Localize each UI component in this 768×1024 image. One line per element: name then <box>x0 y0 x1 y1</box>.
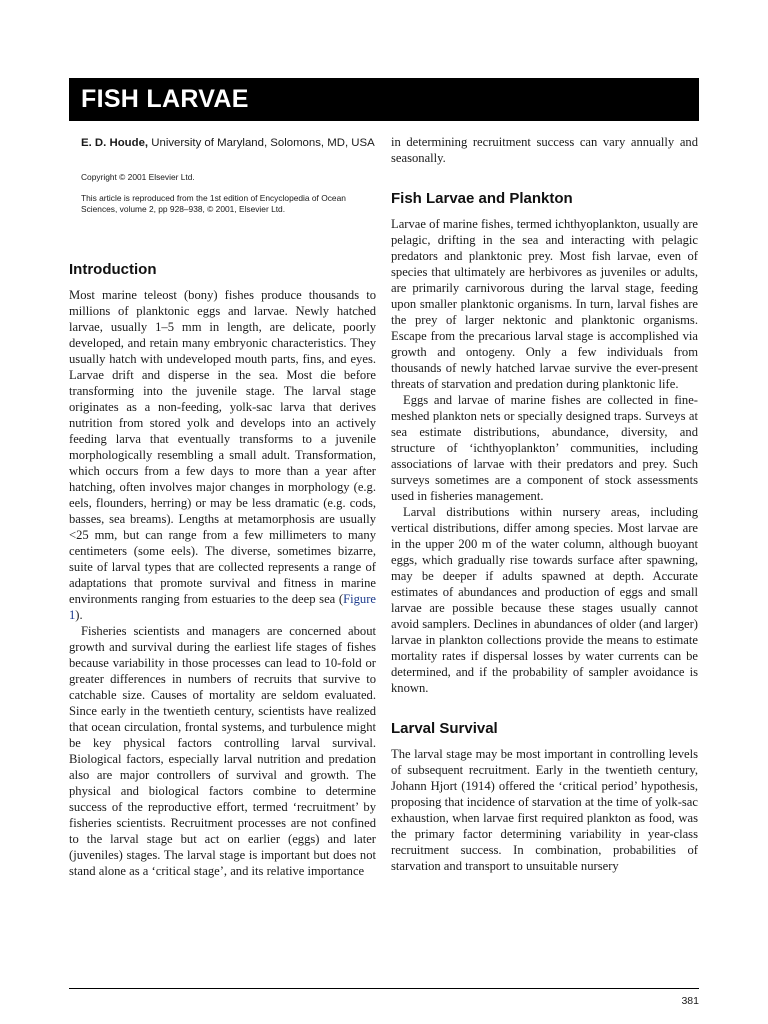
survival-paragraph-1: The larval stage may be most important in controlling levels of subsequent recruitment. Early in the twentieth century, Johann Hjort (1914) offered the ‘critical period’ hypothesis, proposing that incidence of starvation at the time of yolk-sac exhaustion, when larvae first required plankton as food, was the primary factor determining variability in year-class recruitment success. In combination, probabilities of starvation and transport to unsuitable nursery <box>391 747 698 873</box>
reproduction-note: This article is reproduced from the 1st edition of Encyclopedia of Ocean Sciences, volume 2, pp 928–938, © 2001, Elsevier Ltd. <box>81 193 346 214</box>
author-line <box>81 136 376 151</box>
plankton-paragraph-2: Eggs and larvae of marine fishes are collected in fine-meshed plankton nets or specially designed traps. Surveys at sea estimate distributions, abundance, diversity, and structure of ‘ichthyoplankton’ communities, including associations of larvae with their predators and prey. Such surveys sometimes are a component of stock assessments used in fisheries management. <box>391 393 698 503</box>
plankton-heading: Fish Larvae and Plankton <box>391 190 573 207</box>
introduction-paragraph-2: Fisheries scientists and managers are concerned about growth and survival during the earliest life stages of fishes because variability in those processes can lead to 10-fold or greater differences in numbers of recruits that survive to catchable size. Causes of mortality are seldom evaluated. Since early in the twentieth century, scientists have realized that ocean circulation, frontal systems, and turbulence might be key physical factors controlling larval survival. Biological factors, especially larval nutrition and predation also are major controllers of survival and growth. The physical and biological factors combine to determine success of the reproductive effort, termed ‘recruitment’ by fisheries scientists. Recruitment processes are not confined to the larval stage but act on earlier (eggs) and later (juveniles) stages. The larval stage is important but does not stand alone as a ‘critical stage’, and its relative importance <box>69 624 376 878</box>
copyright-notice: Copyright © 2001 Elsevier Ltd. <box>81 172 195 182</box>
article-title: FISH LARVAE <box>69 78 699 121</box>
figure-1-link[interactable]: Figure 1 <box>69 592 376 622</box>
introduction-heading: Introduction <box>69 261 157 278</box>
left-column <box>69 134 376 879</box>
intro-p1-tail: ). <box>75 608 83 622</box>
survival-heading: Larval Survival <box>391 720 498 737</box>
right-column <box>391 134 698 874</box>
page-number: 381 <box>681 995 699 1007</box>
introduction-paragraph-1 <box>69 287 376 623</box>
footer-rule <box>69 988 699 989</box>
author-name: E. D. Houde, <box>81 137 149 149</box>
plankton-paragraph-1: Larvae of marine fishes, termed ichthyoplankton, usually are pelagic, drifting in the sea and interacting with pelagic predators and planktonic prey. Most fish larvae, even of species that ultimately are herbivores as juveniles or adults, are primarily carnivorous during the larval stage, feeding upon smaller planktonic organisms. In turn, larval fishes are the prey of larger nektonic and planktonic organisms. Escape from the precarious larval stage is accomplished via growth and ontogeny. Only a few individuals from thousands of newly hatched larvae survive the ever-present threats of starvation and predation during planktonic life. <box>391 217 698 391</box>
intro-p1-text: Most marine teleost (bony) fishes produce thousands to millions of planktonic eggs and larvae. Newly hatched larvae, usually 1–5 mm in length, are delicate, poorly developed, and retain many embryonic characteristics. They usually hatch with undeveloped mouth parts, fins, and eyes. Larvae drift and disperse in the sea. Most die before transforming into the juvenile stage. The larval stage originates as a non-feeding, yolk-sac larva that derives nutrition from stored yolk and develops into an actively feeding larva that eventually transforms to a juvenile morphologically resembling a small adult. Transformation, which occurs from a few days to more than a year after hatching, often involves major changes in morphology (e.g. eels, flounders, herring) or may be less dramatic (e.g. cods, basses, sea breams). Lengths at metamorphosis are usually <25 mm, but can range from a few millimeters to many centimeters (some eels). The diverse, sometimes bizarre, suite of larval types that are collected represents a range of adaptations that promote survival and fitness in marine environments ranging from estuaries to the deep sea ( <box>69 288 376 606</box>
author-affiliation: University of Maryland, Solomons, MD, USA <box>151 137 375 149</box>
plankton-paragraph-3: Larval distributions within nursery areas, including vertical distributions, differ among species. Most larvae are in the upper 200 m of the water column, although buoyant eggs, which gradually rise towards surface after spawning, may be deeper if adults spawned at depth. Accurate estimates of abundances and production of eggs and small larvae are possible because these stages usually cannot avoid samplers. Declines in abundances of older (and larger) larvae in plankton collections provide the means to estimate mortality rates if dispersal losses by water currents can be determined, and if the probability of sampler avoidance is known. <box>391 505 698 695</box>
introduction-paragraph-2-continued: in determining recruitment success can vary annually and seasonally. <box>391 135 698 165</box>
